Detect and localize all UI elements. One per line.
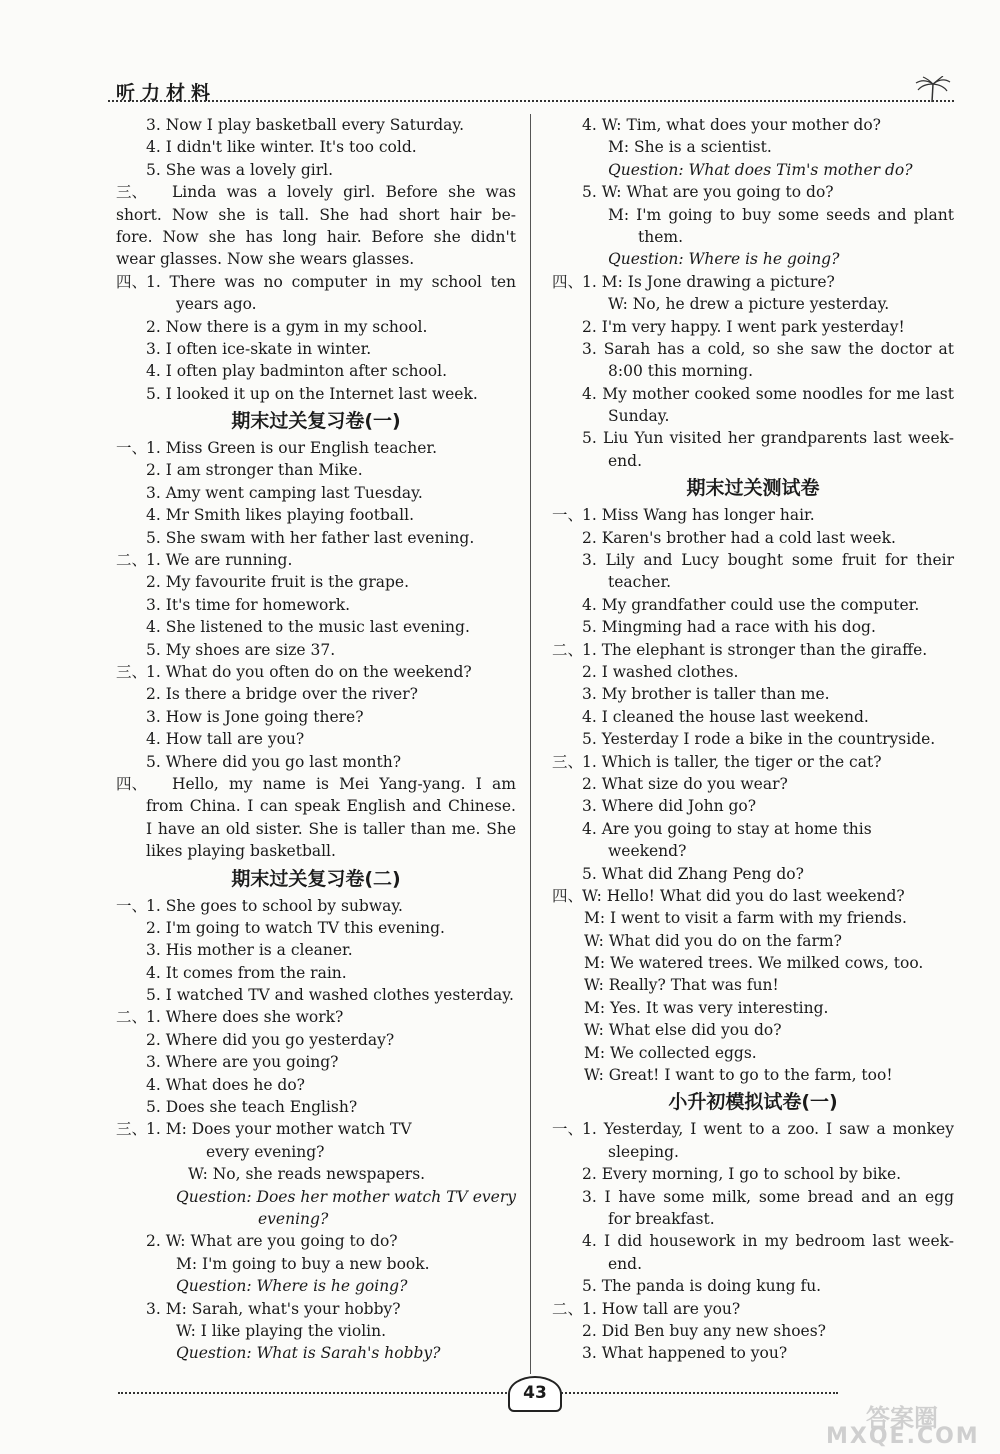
- transcript-line: [116, 1096, 516, 1118]
- line-text: from China. I can speak English and Chinese.: [146, 797, 516, 816]
- transcript-line: [552, 639, 954, 661]
- transcript-line: [116, 1253, 516, 1275]
- transcript-line: [552, 1141, 954, 1163]
- transcript-line: [116, 706, 516, 728]
- line-text: 1. M: Does your mother watch TV: [146, 1120, 412, 1139]
- transcript-line: [552, 1042, 954, 1064]
- transcript-line: [552, 504, 954, 526]
- line-text: 5. My shoes are size 37.: [146, 640, 336, 659]
- line-text: 5. Yesterday I rode a bike in the countryside.: [582, 730, 936, 749]
- section-number-label: 三、: [116, 183, 148, 202]
- transcript-line: [116, 984, 516, 1006]
- section-number-label: 一、: [116, 896, 148, 915]
- transcript-line: [116, 204, 516, 226]
- line-text: W: No, she reads newspapers.: [188, 1165, 426, 1184]
- transcript-line: [552, 616, 954, 638]
- transcript-line: [116, 773, 516, 795]
- line-text: 5. I watched TV and washed clothes yesterday.: [146, 986, 514, 1005]
- transcript-line: [552, 271, 954, 293]
- transcript-line: [552, 1118, 954, 1140]
- transcript-line: [116, 293, 516, 315]
- page-header: [108, 76, 954, 106]
- question-text: Question: What is Sarah's hobby?: [176, 1344, 441, 1363]
- transcript-line: [552, 773, 954, 795]
- line-text: M: I'm going to buy some seeds and plant: [608, 205, 954, 224]
- transcript-line: [552, 427, 954, 449]
- transcript-line: [116, 1051, 516, 1073]
- line-text: 5. Mingming had a race with his dog.: [582, 618, 876, 637]
- transcript-line: [116, 1141, 516, 1163]
- line-text: W: I like playing the violin.: [176, 1321, 387, 1340]
- transcript-line: [116, 114, 516, 136]
- question-text: Question: Where is he going?: [176, 1277, 408, 1296]
- transcript-line: [116, 1208, 516, 1230]
- line-text: W: Really? That was fun!: [584, 976, 779, 995]
- section-heading: 期末过关复习卷(一): [231, 410, 401, 433]
- transcript-line: [116, 360, 516, 382]
- transcript-line: [116, 1275, 516, 1297]
- line-text: 2. I'm going to watch TV this evening.: [146, 918, 445, 937]
- line-text: 5. Liu Yun visited her grandparents last week-: [582, 429, 954, 448]
- line-text: 3. I often ice-skate in winter.: [146, 339, 372, 358]
- transcript-line: [552, 450, 954, 472]
- line-text: 1. What do you often do on the weekend?: [146, 662, 472, 681]
- transcript-line: [116, 459, 516, 481]
- line-text: 1. M: Is Jone drawing a picture?: [582, 272, 835, 291]
- line-text: 5. She was a lovely girl.: [146, 160, 334, 179]
- section-number-label: 一、: [116, 439, 148, 458]
- line-text: 1. How tall are you?: [582, 1299, 741, 1318]
- transcript-line: [116, 818, 516, 840]
- transcript-line: [116, 795, 516, 817]
- transcript-line: [116, 1163, 516, 1185]
- transcript-line: [116, 751, 516, 773]
- transcript-line: [116, 338, 516, 360]
- transcript-line: [552, 818, 954, 840]
- line-text: 2. W: What are you going to do?: [146, 1232, 398, 1251]
- transcript-line: [552, 728, 954, 750]
- transcript-line: [116, 1230, 516, 1252]
- line-text: 3. My brother is taller than me.: [582, 685, 830, 704]
- transcript-line: [552, 181, 954, 203]
- line-text: 1. Which is taller, the tiger or the cat?: [582, 752, 882, 771]
- line-text: 3. Where are you going?: [146, 1053, 339, 1072]
- section-number-label: 二、: [116, 1008, 148, 1027]
- transcript-line: [116, 226, 516, 248]
- transcript-line: [552, 383, 954, 405]
- line-text: end.: [608, 451, 643, 470]
- line-text: 2. Where did you go yesterday?: [146, 1030, 395, 1049]
- transcript-line: [116, 917, 516, 939]
- question-text: Question: What does Tim's mother do?: [608, 160, 913, 179]
- transcript-line: [552, 706, 954, 728]
- transcript-line: [552, 1230, 954, 1252]
- line-text: 3. Lily and Lucy bought some fruit for their: [582, 551, 954, 570]
- line-text: 4. What does he do?: [146, 1075, 305, 1094]
- transcript-line: [116, 316, 516, 338]
- footer-rule: [118, 1392, 838, 1394]
- section-number-label: 二、: [552, 640, 584, 659]
- transcript-line: [116, 1186, 516, 1208]
- line-text: short. Now she is tall. She had short hair be-: [116, 205, 516, 224]
- transcript-line: [552, 1320, 954, 1342]
- line-text: 3. Sarah has a cold, so she saw the doctor at: [582, 339, 954, 358]
- line-text: 1. The elephant is stronger than the giraffe.: [582, 640, 928, 659]
- section-number-label: 四、: [552, 272, 584, 291]
- question-text: Question: Does her mother watch TV every: [176, 1187, 516, 1206]
- line-text: 2. Karen's brother had a cold last week.: [582, 528, 896, 547]
- line-text: fore. Now she has long hair. Before she didn't: [116, 227, 516, 246]
- section-number-label: 二、: [116, 551, 148, 570]
- transcript-line: [116, 728, 516, 750]
- line-text: them.: [638, 227, 684, 246]
- line-text: 2. Now there is a gym in my school.: [146, 317, 428, 336]
- line-text: 1. Miss Wang has longer hair.: [582, 506, 815, 525]
- transcript-line: [552, 204, 954, 226]
- line-text: M: We watered trees. We milked cows, too.: [584, 954, 924, 973]
- transcript-line: [552, 338, 954, 360]
- page-header-title: 听力材料: [116, 82, 217, 104]
- line-text: 4. She listened to the music last evening.: [146, 618, 470, 637]
- line-text: 2. I washed clothes.: [582, 662, 739, 681]
- transcript-line: [552, 114, 954, 136]
- line-text: 1. Miss Green is our English teacher.: [146, 439, 438, 458]
- transcript-line: [552, 1186, 954, 1208]
- transcript-line: [116, 271, 516, 293]
- transcript-line: [552, 594, 954, 616]
- line-text: 2. I am stronger than Mike.: [146, 461, 363, 480]
- transcript-line: [552, 661, 954, 683]
- transcript-line: [116, 1342, 516, 1364]
- transcript-line: [552, 248, 954, 270]
- transcript-line: [552, 527, 954, 549]
- transcript-line: [552, 840, 954, 862]
- transcript-line: [552, 751, 954, 773]
- transcript-line: [552, 1342, 954, 1364]
- line-text: 3. Amy went camping last Tuesday.: [146, 483, 423, 502]
- transcript-line: [552, 930, 954, 952]
- transcript-line: [552, 1253, 954, 1275]
- line-text: 2. I'm very happy. I went park yesterday!: [582, 317, 905, 336]
- transcript-line: [552, 360, 954, 382]
- line-text: 4. My mother cooked some noodles for me last: [582, 384, 954, 403]
- transcript-line: [552, 974, 954, 996]
- line-text: 4. It comes from the rain.: [146, 963, 347, 982]
- line-text: 4. My grandfather could use the computer.: [582, 595, 920, 614]
- line-text: every evening?: [206, 1142, 325, 1161]
- transcript-line: [116, 840, 516, 862]
- line-text: Sunday.: [608, 407, 670, 426]
- transcript-line: [116, 437, 516, 459]
- column-divider: [530, 114, 531, 1374]
- transcript-line: [552, 293, 954, 315]
- line-text: 1. Yesterday, I went to a zoo. I saw a monkey: [582, 1120, 954, 1139]
- line-text: 5. Does she teach English?: [146, 1098, 358, 1117]
- line-text: 2. Did Ben buy any new shoes?: [582, 1321, 826, 1340]
- line-text: 5. W: What are you going to do?: [582, 183, 834, 202]
- transcript-line: [116, 1118, 516, 1140]
- section-number-label: 二、: [552, 1299, 584, 1318]
- transcript-line: [552, 571, 954, 593]
- line-text: for breakfast.: [608, 1209, 715, 1228]
- transcript-line: [116, 594, 516, 616]
- section-number-label: 三、: [116, 1120, 148, 1139]
- line-text: 1. We are running.: [146, 551, 293, 570]
- right-column: [552, 114, 954, 1365]
- line-text: 2. Every morning, I go to school by bike.: [582, 1165, 902, 1184]
- transcript-line: [116, 1074, 516, 1096]
- transcript-line: [116, 482, 516, 504]
- transcript-line: [552, 952, 954, 974]
- transcript-line: [116, 639, 516, 661]
- line-text: 4. I cleaned the house last weekend.: [582, 707, 869, 726]
- line-text: Linda was a lovely girl. Before she was: [172, 183, 516, 202]
- line-text: 3. Where did John go?: [582, 797, 757, 816]
- transcript-line: [552, 1275, 954, 1297]
- transcript-line: [116, 504, 516, 526]
- transcript-line: [552, 159, 954, 181]
- transcript-line: [552, 1064, 954, 1086]
- section-heading: 期末过关复习卷(二): [231, 867, 401, 890]
- line-text: 5. I looked it up on the Internet last week.: [146, 384, 478, 403]
- line-text: 3. How is Jone going there?: [146, 707, 364, 726]
- line-text: I have an old sister. She is taller than me. She: [146, 819, 516, 838]
- transcript-line: [116, 616, 516, 638]
- section-heading: 期末过关测试卷: [686, 477, 820, 500]
- line-text: likes playing basketball.: [146, 842, 336, 861]
- line-text: W: Hello! What did you do last weekend?: [582, 886, 905, 905]
- line-text: 4. I didn't like winter. It's too cold.: [146, 138, 417, 157]
- transcript-line: [116, 1298, 516, 1320]
- transcript-line: [552, 549, 954, 571]
- watermark-url: MXQE.COM: [826, 1424, 980, 1449]
- line-text: 4. W: Tim, what does your mother do?: [582, 116, 881, 134]
- transcript-line: [116, 1320, 516, 1342]
- line-text: 5. She swam with her father last evening.: [146, 528, 475, 547]
- line-text: wear glasses. Now she wears glasses.: [116, 250, 415, 269]
- transcript-line: [552, 1298, 954, 1320]
- page-number: 43: [508, 1376, 562, 1412]
- line-text: M: Yes. It was very interesting.: [584, 998, 829, 1017]
- section-number-label: 四、: [116, 272, 148, 291]
- line-text: M: We collected eggs.: [584, 1043, 757, 1062]
- transcript-line: [552, 1019, 954, 1041]
- line-text: M: I'm going to buy a new book.: [176, 1254, 430, 1273]
- section-number-label: 四、: [116, 774, 148, 793]
- line-text: 3. I have some milk, some bread and an egg: [582, 1187, 954, 1206]
- line-text: M: She is a scientist.: [608, 138, 772, 157]
- transcript-line: [116, 1006, 516, 1028]
- transcript-line: [552, 1208, 954, 1230]
- transcript-line: [116, 571, 516, 593]
- transcript-line: [116, 683, 516, 705]
- line-text: 3. It's time for homework.: [146, 595, 351, 614]
- transcript-line: [552, 136, 954, 158]
- transcript-line: [552, 226, 954, 248]
- line-text: 3. His mother is a cleaner.: [146, 941, 353, 960]
- transcript-line: [552, 863, 954, 885]
- question-text: evening?: [258, 1209, 329, 1228]
- transcript-line: [116, 939, 516, 961]
- watermark-text: 答案圈: [866, 1404, 938, 1432]
- line-text: sleeping.: [608, 1142, 679, 1161]
- header-rule: [108, 100, 954, 102]
- section-number-label: 三、: [116, 662, 148, 681]
- transcript-line: [552, 1163, 954, 1185]
- transcript-line: [552, 907, 954, 929]
- line-text: 4. How tall are you?: [146, 730, 305, 749]
- transcript-line: [552, 316, 954, 338]
- transcript-line: [552, 885, 954, 907]
- line-text: W: What did you do on the farm?: [584, 931, 842, 950]
- section-heading: 小升初模拟试卷(一): [668, 1091, 838, 1114]
- line-text: 1. There was no computer in my school ten: [146, 272, 516, 291]
- transcript-line: [552, 405, 954, 427]
- line-text: weekend?: [608, 842, 687, 861]
- line-text: 2. Is there a bridge over the river?: [146, 685, 418, 704]
- line-text: W: No, he drew a picture yesterday.: [608, 295, 890, 314]
- line-text: 5. What did Zhang Peng do?: [582, 864, 804, 883]
- question-text: Question: Where is he going?: [608, 250, 840, 269]
- line-text: 4. Mr Smith likes playing football.: [146, 506, 414, 525]
- transcript-line: [116, 895, 516, 917]
- line-text: end.: [608, 1254, 643, 1273]
- line-text: 1. She goes to school by subway.: [146, 896, 403, 915]
- transcript-line: [116, 549, 516, 571]
- transcript-line: [116, 159, 516, 181]
- line-text: 4. I often play badminton after school.: [146, 362, 448, 381]
- line-text: teacher.: [608, 573, 672, 592]
- transcript-line: [116, 1029, 516, 1051]
- left-column: [116, 114, 516, 1365]
- line-text: W: What else did you do?: [584, 1021, 782, 1040]
- line-text: 3. Now I play basketball every Saturday.: [146, 116, 465, 134]
- line-text: W: Great! I want to go to the farm, too!: [584, 1066, 893, 1085]
- section-number-label: 一、: [552, 506, 584, 525]
- transcript-line: [116, 181, 516, 203]
- transcript-line: [116, 661, 516, 683]
- line-text: 5. Where did you go last month?: [146, 752, 402, 771]
- line-text: 3. M: Sarah, what's your hobby?: [146, 1299, 401, 1318]
- line-text: 2. What size do you wear?: [582, 774, 788, 793]
- line-text: 8:00 this morning.: [608, 362, 753, 381]
- line-text: 4. Are you going to stay at home this: [582, 819, 872, 838]
- line-text: Hello, my name is Mei Yang-yang. I am: [172, 774, 516, 793]
- line-text: 5. The panda is doing kung fu.: [582, 1277, 822, 1296]
- transcript-line: [116, 962, 516, 984]
- line-text: 3. What happened to you?: [582, 1344, 788, 1363]
- section-number-label: 四、: [552, 886, 584, 905]
- section-number-label: 一、: [552, 1120, 584, 1139]
- line-text: 1. Where does she work?: [146, 1008, 344, 1027]
- line-text: years ago.: [176, 295, 257, 314]
- transcript-line: [552, 683, 954, 705]
- line-text: M: I went to visit a farm with my friends.: [584, 909, 907, 928]
- transcript-line: [116, 527, 516, 549]
- transcript-line: [116, 248, 516, 270]
- section-number-label: 三、: [552, 752, 584, 771]
- transcript-line: [552, 997, 954, 1019]
- transcript-line: [116, 136, 516, 158]
- line-text: 4. I did housework in my bedroom last week-: [582, 1232, 954, 1251]
- watermark-logo: [826, 1398, 996, 1448]
- transcript-line: [116, 383, 516, 405]
- line-text: 2. My favourite fruit is the grape.: [146, 573, 410, 592]
- palm-tree-icon: [912, 76, 952, 102]
- transcript-line: [552, 795, 954, 817]
